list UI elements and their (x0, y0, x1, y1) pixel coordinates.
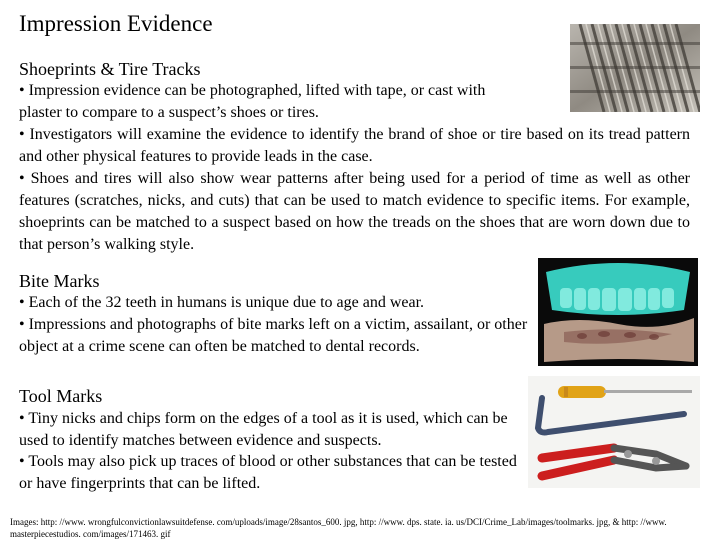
shoeprints-line-2: plaster to compare to a suspect’s shoes or tires. (19, 104, 319, 121)
bitemarks-heading: Bite Marks (19, 271, 100, 291)
tools-photo (528, 376, 700, 488)
toolmarks-heading: Tool Marks (19, 386, 103, 406)
bitemarks-bullet-2: • Impressions and photographs of bite marks left on a victim, assailant, or other object at a crime scene can often be matched to dental records. (19, 316, 528, 355)
shoeprints-line-1: • Impression evidence can be photographed, lifted with tape, or cast with (19, 82, 486, 99)
image-credits: Images: http: //www. wrongfulconvictionlawsuitdefense. com/uploads/image/28santos_600. jpg, http: //www. dps. state. ia. us/DCI/Crime_Lab/images/toolmarks. jpg, & http: //www. masterpiecestudios. com/images/171463. gif (10, 517, 667, 539)
bite-mark-cast-photo (538, 258, 698, 366)
toolmarks-bullet-2: • Tools may also pick up traces of blood or other substances that can be tested or have fingerprints that can be lifted. (19, 453, 517, 492)
shoeprints-bullet-2: • Investigators will examine the evidence to identify the brand of shoe or tire based on its tread pattern and other physical features to provide leads in the case. (19, 126, 690, 165)
shoeprints-bullet-3: • Shoes and tires will also show wear patterns after being used for a period of time as well as other features (scratches, nicks, and cuts) that can be used to match evidence to specific items. For example, shoeprints can be matched to a suspect based on how the treads on the shoes that are worn down due to that person’s walking style. (19, 170, 690, 253)
toolmarks-bullet-1: • Tiny nicks and chips form on the edges of a tool as it is used, which can be used to identify matches between evidence and suspects. (19, 410, 508, 449)
tire-track-photo (570, 24, 700, 112)
bitemarks-bullet-1: • Each of the 32 teeth in humans is unique due to age and wear. (19, 294, 425, 311)
shoeprints-heading: Shoeprints & Tire Tracks (19, 59, 201, 79)
slide-title: Impression Evidence (19, 11, 213, 36)
